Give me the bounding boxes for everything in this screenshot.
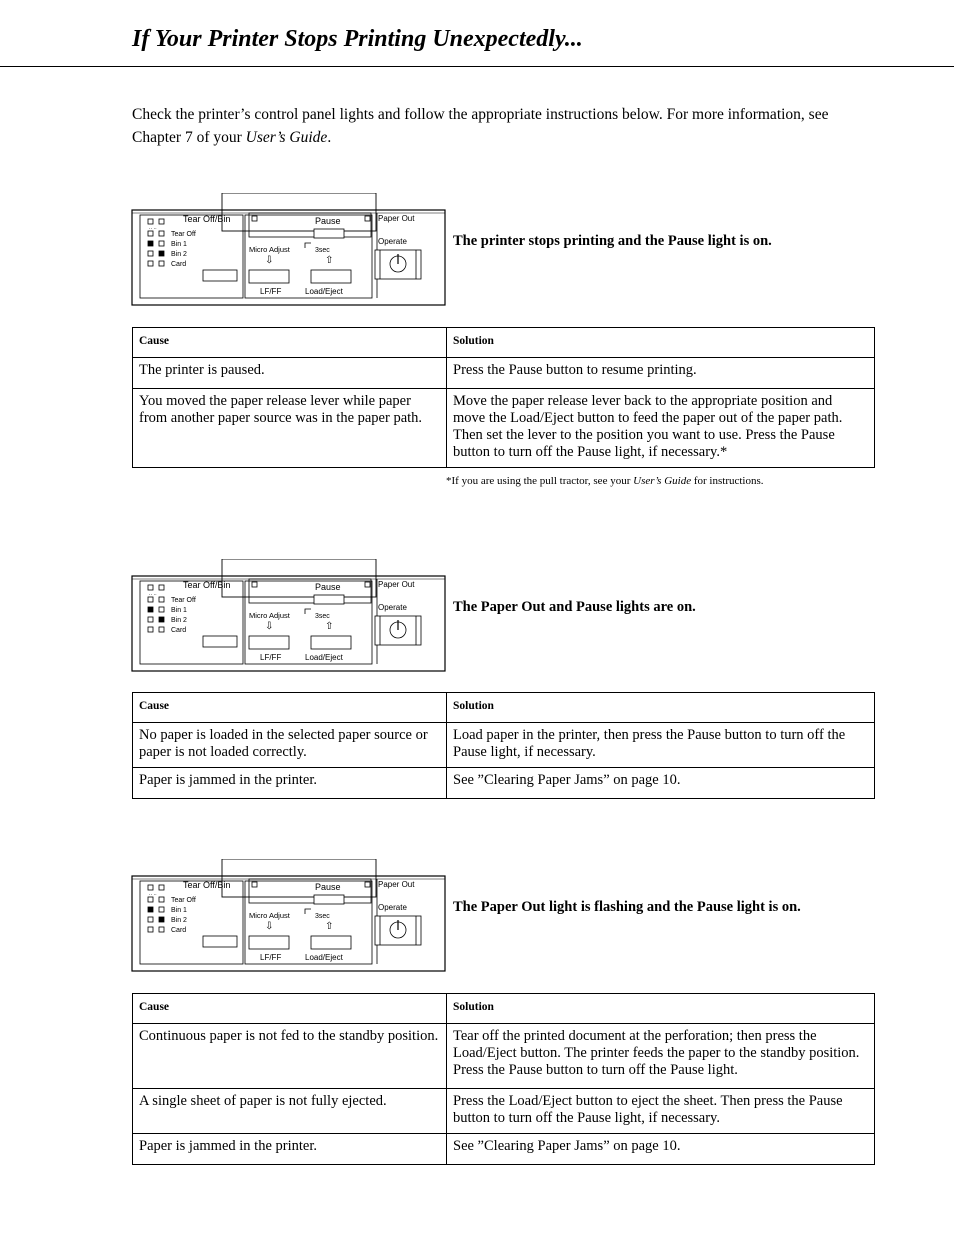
control-panel-diagram — [131, 859, 447, 973]
svg-text:Bin 1: Bin 1 — [171, 241, 187, 248]
section-heading: The printer stops printing and the Pause light is on. — [453, 233, 772, 249]
control-panel-diagram — [131, 193, 447, 307]
table-row: You moved the paper release lever while paper from another paper source was in the paper path. Move the paper release lever back to the appropriate position and move the Load/Eject button to feed the paper out of the paper path. Then set the lever to the position you want to use. Press the Pause button to turn off the Pause light, if necessary.* — [133, 389, 875, 468]
svg-text:⇧: ⇧ — [325, 255, 334, 266]
svg-text:LF/FF: LF/FF — [260, 953, 282, 962]
svg-text:Paper Out: Paper Out — [378, 880, 415, 889]
cause-header: Cause — [133, 328, 447, 358]
table-row: Paper is jammed in the printer. See ”Clearing Paper Jams” on page 10. — [133, 1134, 875, 1165]
svg-text:Bin 2: Bin 2 — [171, 251, 187, 258]
svg-text:Bin 2: Bin 2 — [171, 617, 187, 624]
cause-header: Cause — [133, 994, 447, 1024]
cause-solution-table — [132, 993, 875, 1165]
svg-text:3sec: 3sec — [315, 613, 330, 620]
svg-text:3sec: 3sec — [315, 247, 330, 254]
svg-text:3sec: 3sec — [315, 913, 330, 920]
svg-text:Tear Off/Bin: Tear Off/Bin — [183, 580, 231, 590]
page-title: If Your Printer Stops Printing Unexpectedly... — [132, 26, 583, 52]
solution-header: Solution — [447, 328, 875, 358]
svg-text:Micro Adjust: Micro Adjust — [249, 245, 290, 254]
svg-text:Card: Card — [171, 627, 187, 634]
section-heading: The Paper Out light is flashing and the Pause light is on. — [453, 899, 801, 915]
svg-text:Pause: Pause — [315, 582, 341, 592]
table-row: The printer is paused. Press the Pause button to resume printing. — [133, 358, 875, 389]
svg-text:LF/FF: LF/FF — [260, 287, 282, 296]
svg-text:Load/Eject: Load/Eject — [305, 287, 343, 296]
svg-text:Card: Card — [171, 261, 187, 268]
svg-text:Operate: Operate — [378, 237, 407, 246]
svg-text:Load/Eject: Load/Eject — [305, 653, 343, 662]
svg-text:Card: Card — [171, 927, 187, 934]
svg-text:Tear Off: Tear Off — [171, 597, 196, 604]
svg-text:Operate: Operate — [378, 903, 407, 912]
title-rule — [0, 66, 954, 67]
users-guide-ref: User’s Guide — [245, 129, 328, 146]
svg-text:.. ..: .. .. — [149, 591, 157, 597]
panel-slot — [131, 193, 447, 312]
solution-header: Solution — [447, 994, 875, 1024]
svg-text:⇩: ⇩ — [265, 621, 274, 632]
table-row: Continuous paper is not fed to the standby position. Tear off the printed document at the perforation; then press the Load/Eject button. The printer feeds the paper to the standby position. Press the Pause button to turn off the Pause light. — [133, 1024, 875, 1089]
svg-text:⇧: ⇧ — [325, 621, 334, 632]
svg-text:Tear Off/Bin: Tear Off/Bin — [183, 880, 231, 890]
cause-solution-table — [132, 327, 875, 468]
svg-text:Operate: Operate — [378, 603, 407, 612]
cause-solution-table — [132, 692, 875, 799]
svg-text:⇩: ⇩ — [265, 921, 274, 932]
svg-text:Tear Off/Bin: Tear Off/Bin — [183, 214, 231, 224]
cause-header: Cause — [133, 693, 447, 723]
svg-text:Bin 1: Bin 1 — [171, 607, 187, 614]
svg-text:Bin 2: Bin 2 — [171, 917, 187, 924]
table-row: Paper is jammed in the printer. See ”Clearing Paper Jams” on page 10. — [133, 768, 875, 799]
svg-text:Load/Eject: Load/Eject — [305, 953, 343, 962]
svg-text:Pause: Pause — [315, 216, 341, 226]
svg-text:Paper Out: Paper Out — [378, 214, 415, 223]
panel-slot — [131, 859, 447, 978]
svg-text:Pause: Pause — [315, 882, 341, 892]
svg-text:Bin 1: Bin 1 — [171, 907, 187, 914]
section-heading: The Paper Out and Pause lights are on. — [453, 599, 696, 615]
svg-text:⇩: ⇩ — [265, 255, 274, 266]
svg-text:.. ..: .. .. — [149, 891, 157, 897]
svg-text:LF/FF: LF/FF — [260, 653, 282, 662]
table-row: A single sheet of paper is not fully ejected. Press the Load/Eject button to eject the sheet. Then press the Pause button to turn off the Pause light, if necessary. — [133, 1089, 875, 1134]
svg-text:Micro Adjust: Micro Adjust — [249, 611, 290, 620]
svg-text:Tear Off: Tear Off — [171, 231, 196, 238]
svg-text:Micro Adjust: Micro Adjust — [249, 911, 290, 920]
footnote: *If you are using the pull tractor, see your User’s Guide for instructions. — [446, 475, 764, 487]
table-row: No paper is loaded in the selected paper source or paper is not loaded correctly. Load paper in the printer, then press the Pause button to turn off the Pause light, if necessary. — [133, 723, 875, 768]
svg-text:⇧: ⇧ — [325, 921, 334, 932]
panel-slot — [131, 559, 447, 678]
svg-text:Tear Off: Tear Off — [171, 897, 196, 904]
intro-paragraph: Check the printer’s control panel lights and follow the appropriate instructions below. For more information, see Chapter 7 of your User’s Guide. — [132, 106, 829, 146]
solution-header: Solution — [447, 693, 875, 723]
svg-text:Paper Out: Paper Out — [378, 580, 415, 589]
svg-text:.. ..: .. .. — [149, 225, 157, 231]
control-panel-diagram — [131, 559, 447, 673]
